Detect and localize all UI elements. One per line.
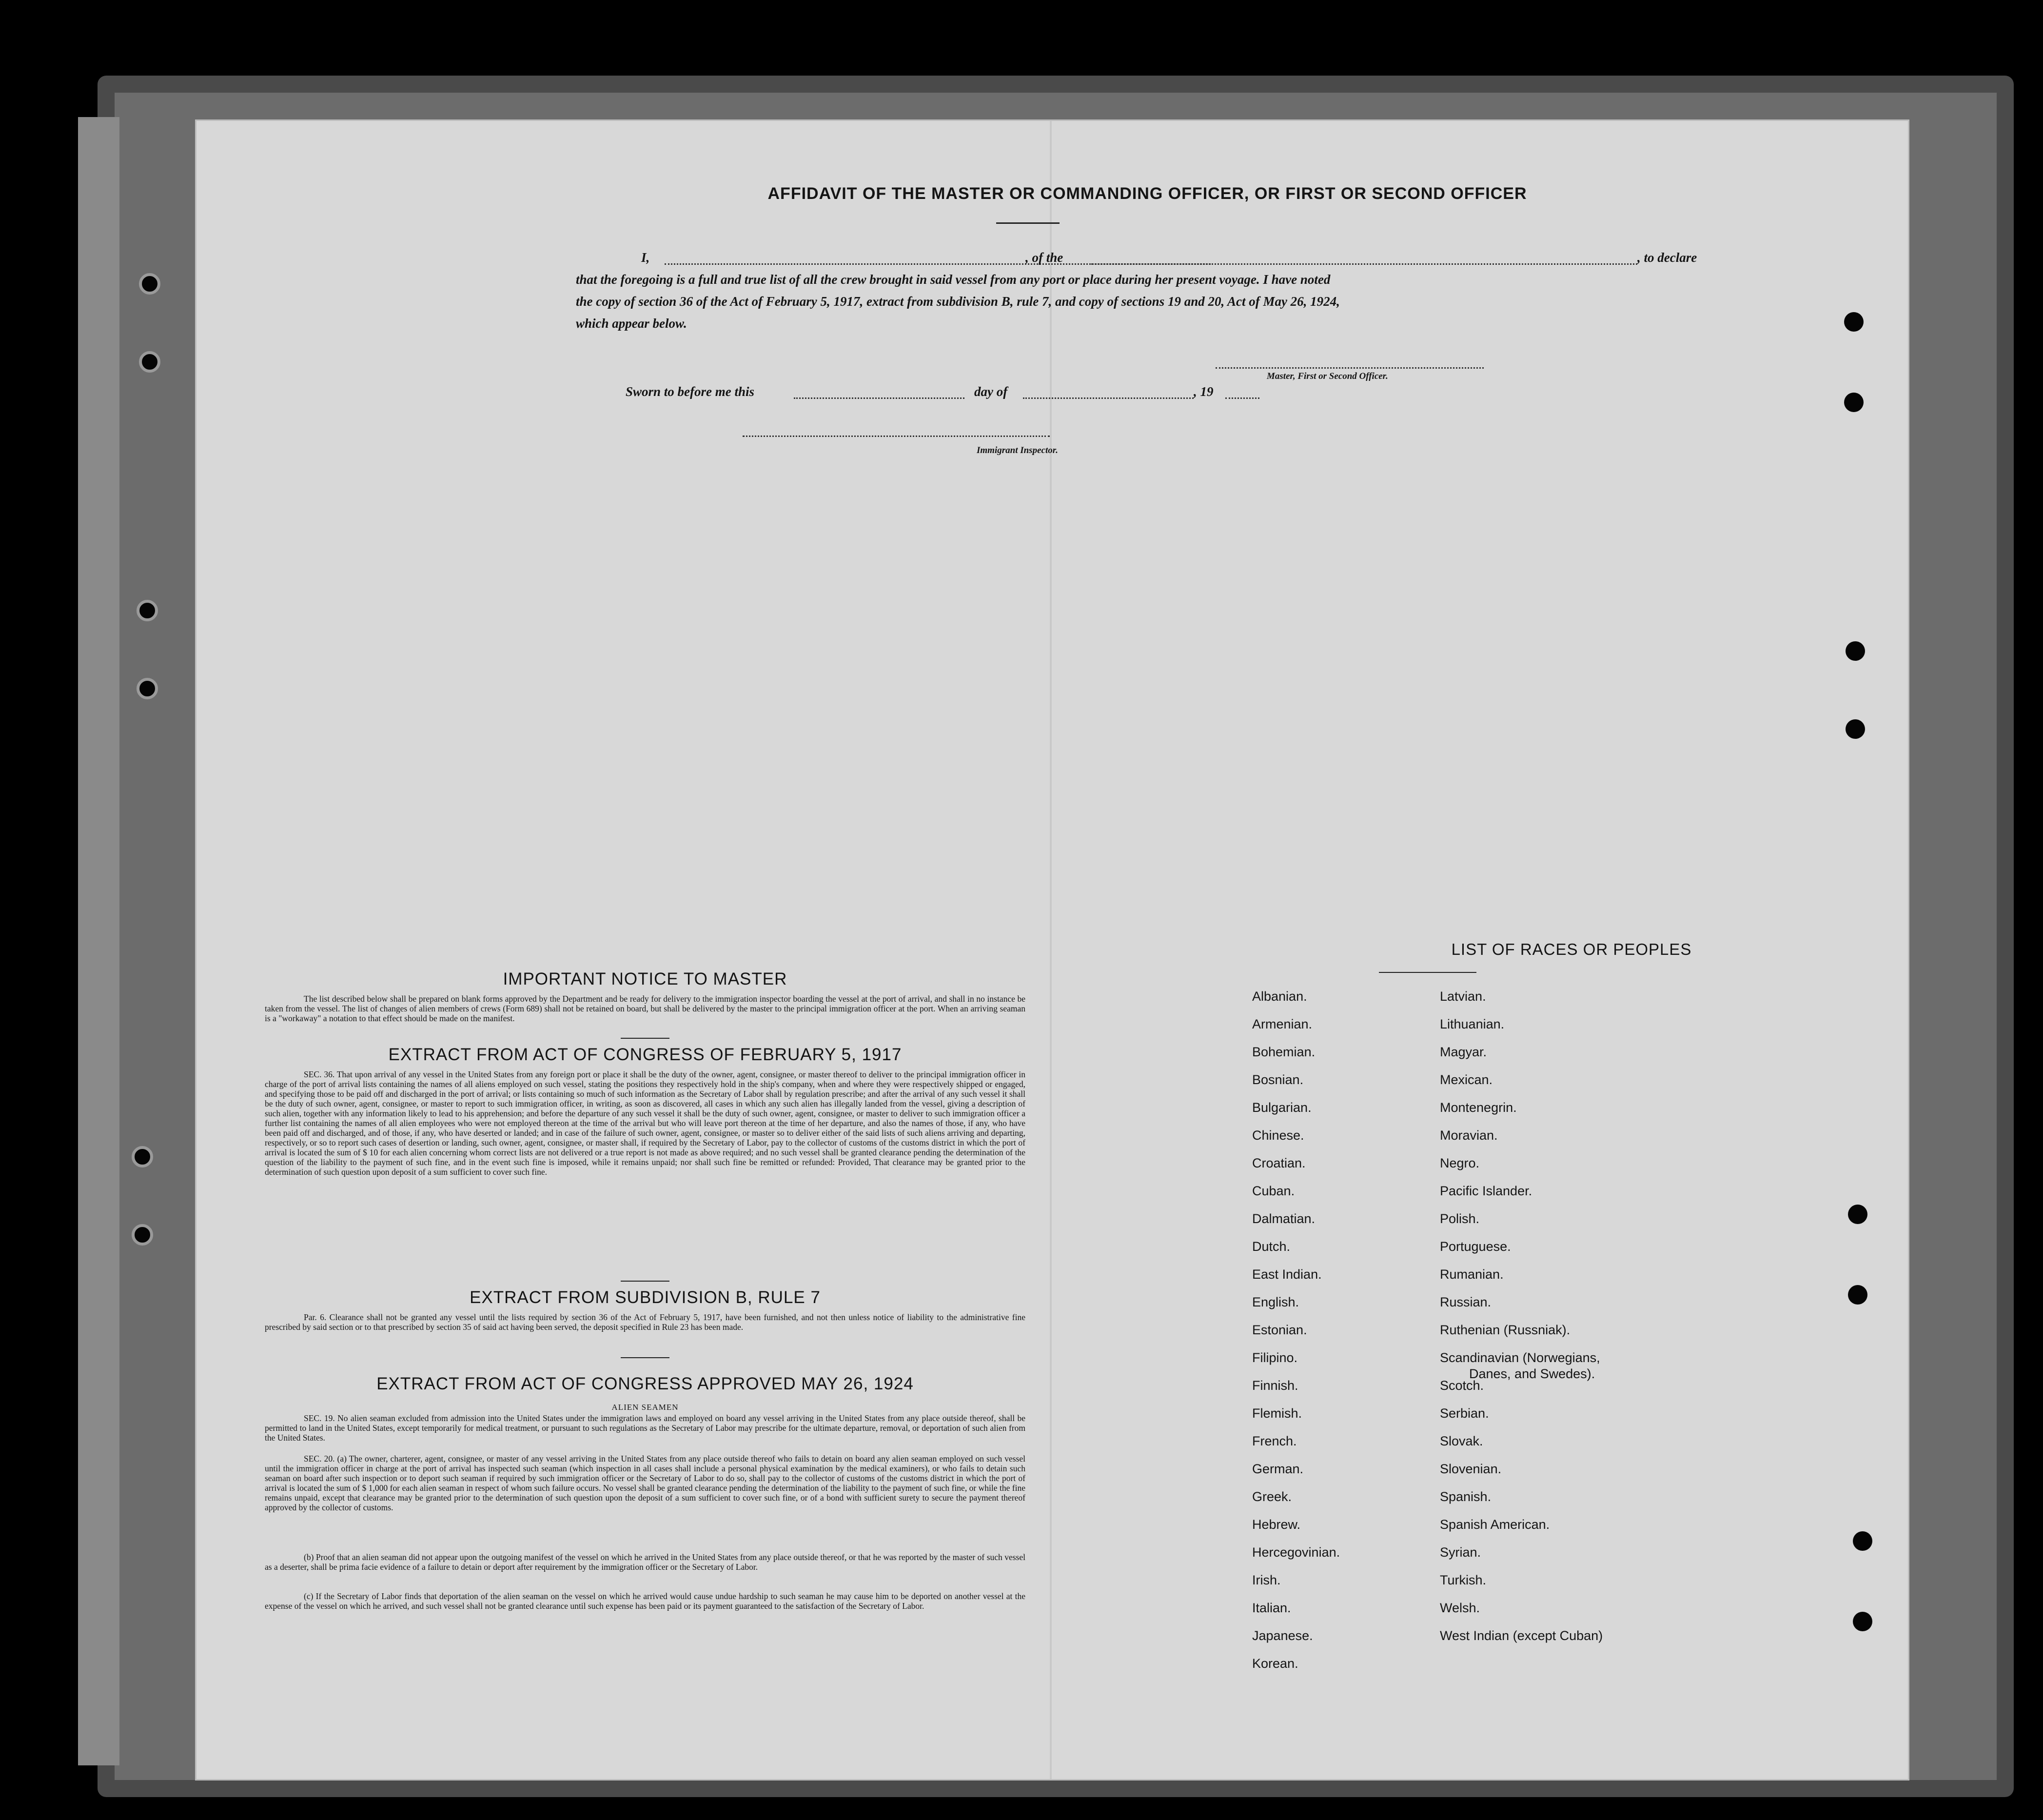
notice-title: IMPORTANT NOTICE TO MASTER <box>503 969 787 989</box>
race-item: Mexican. <box>1440 1072 1493 1087</box>
year-label: , 19 <box>1194 384 1214 399</box>
race-item: English. <box>1252 1295 1299 1309</box>
race-item: Hebrew. <box>1252 1517 1301 1532</box>
sec-20c-text: (c) If the Secretary of Labor finds that deportation of the alien seaman on the vessel on which he arrived would cause undue hardship to such seaman he may cause him to be deported on another vessel at the expense of the vessel on which he arrived, and such vessel shall not be granted clearance until such expense has been paid or its payment guaranteed to the satisfaction of the Secretary of Labor. <box>265 1591 1025 1611</box>
section-rule <box>621 1281 669 1282</box>
extract-1924-subtitle: ALIEN SEAMEN <box>611 1403 679 1412</box>
race-item: Rumanian. <box>1440 1267 1504 1282</box>
race-item: Serbian. <box>1440 1406 1489 1421</box>
race-item: Welsh. <box>1440 1601 1480 1615</box>
page-fold <box>1050 121 1052 1779</box>
race-item: Scotch. <box>1440 1378 1484 1393</box>
day-of-label: day of <box>974 384 1008 399</box>
extract-1924-title: EXTRACT FROM ACT OF CONGRESS APPROVED MAY 26, 1924 <box>376 1374 914 1393</box>
race-item: Ruthenian (Russniak). <box>1440 1323 1571 1337</box>
race-item: Bosnian. <box>1252 1072 1304 1087</box>
sec-20a-text: SEC. 20. (a) The owner, charterer, agent, consignee, or master of any vessel arriving in the United States from any place outside thereof who fails to detain on board any alien seaman employed on such vessel until the immigration officer in charge at the port of arrival has inspected such seaman (which inspection in all cases shall include a personal physical examination by the medical examiners), or who fails to detain such seaman on board after such inspection or to deport such seaman if required by such immigration officer or the Secretary of Labor to do so, shall pay to the collector of customs of the customs district in which the port of arrival is located the sum of $ 1,000 for each alien seaman in respect of whom such failure occurs. No vessel shall be granted clearance pending the determination of the liability to the payment of such fine, or while the fine remains unpaid, except that clearance may be granted prior to the determination of such question upon the deposit of a sum sufficient to cover such fine, or of a bond with sufficient surety to secure the payment thereof approved by the collector of customs. <box>265 1454 1025 1512</box>
race-item: Slovak. <box>1440 1434 1483 1448</box>
master-signature-line <box>1216 367 1484 369</box>
year-blank <box>1225 397 1259 399</box>
race-item: Flemish. <box>1252 1406 1302 1421</box>
sec-20b-text: (b) Proof that an alien seaman did not appear upon the outgoing manifest of the vessel on which he arrived in the United States from any place outside thereof, or that he was reported by the master of such vessel as a deserter, shall be prima facie evidence of a failure to detain or deport after requirement by the immigration officer or the Secretary of Labor. <box>265 1552 1025 1572</box>
race-item: Irish. <box>1252 1573 1281 1587</box>
race-item: Danes, and Swedes). <box>1469 1366 1595 1381</box>
declare-suffix: , to declare <box>1637 250 1697 265</box>
race-item: Spanish American. <box>1440 1517 1550 1532</box>
race-item: Portuguese. <box>1440 1239 1511 1254</box>
binder-hole <box>132 1146 153 1167</box>
binder-hole <box>1846 719 1865 739</box>
race-item: Turkish. <box>1440 1573 1487 1587</box>
race-item: Cuban. <box>1252 1184 1295 1198</box>
binder-hole <box>1844 393 1864 412</box>
master-label: Master, First or Second Officer. <box>1267 371 1388 381</box>
race-item: Dalmatian. <box>1252 1211 1316 1226</box>
race-item: Latvian. <box>1440 989 1486 1004</box>
binder-hole <box>132 1224 153 1246</box>
race-item: Moravian. <box>1440 1128 1498 1143</box>
sworn-label: Sworn to before me this <box>626 384 755 399</box>
race-item: Magyar. <box>1440 1045 1487 1059</box>
race-item: French. <box>1252 1434 1297 1448</box>
binder-hole <box>139 273 160 295</box>
race-item: West Indian (except Cuban) <box>1440 1628 1603 1643</box>
binder-hole <box>1846 641 1865 661</box>
race-item: Spanish. <box>1440 1489 1492 1504</box>
affidavit-line-2: the copy of section 36 of the Act of February 5, 1917, extract from subdivision B, rule 7, and copy of sections 19 and 20, Act of May 26, 1924, <box>576 294 1340 309</box>
inspector-signature-line <box>743 435 1050 437</box>
extract-1917-text: SEC. 36. That upon arrival of any vessel in the United States from any foreign port or place it shall be the duty of the owner, agent, consignee, or master thereof to deliver to the principal immigration officer in charge of the port of arrival lists containing the names of all aliens employed on such vessel, stating the positions they respectively hold in the ship's company, when and where they were respectively shipped or engaged, and specifying those to be paid off and discharged in the port of arrival; or lists containing so much of such information as the Secretary of Labor shall by regulation prescribe; and after the arrival of any such vessel it shall be the duty of such owner, agent, consignee, or master to report to such immigration officer, in writing, as soon as discovered, all cases in which any such alien has illegally landed from the vessel, giving a description of such alien, together with any information likely to lead to his apprehension; and before the departure of any such vessel it shall be the duty of such owner, agent, consignee, or master to deliver to such immigration officer a further list containing the names of all alien employees who were not employed thereon at the time of the arrival but who will leave port thereon at the time of her departure, and also the names of those, if any, who have been paid off and discharged, and of those, if any, who have deserted or landed; and in case of the failure of such owner, agent, consignee, or master so to deliver either of the said lists of such aliens arriving and departing, respectively, or so to report such cases of desertion or landing, such owner, agent, consignee, or master shall, if required by the Secretary of Labor, pay to the collector of customs of the customs district in which the port of arrival is located the sum of $ 10 for each alien concerning whom correct lists are not delivered or a true report is not made as above required; and no such vessel shall be granted clearance pending the determination of the question of the liability to the payment of such fine, and in the event such fine is imposed, while it remains unpaid; nor shall such fine be remitted or refunded: Provided, That clearance may be granted prior to the determination of such question upon deposit of a sum sufficient to cover such fine. <box>265 1069 1025 1177</box>
binder-hole <box>137 678 158 699</box>
inspector-label: Immigrant Inspector. <box>977 445 1058 455</box>
race-item: Negro. <box>1440 1156 1480 1170</box>
race-item: Polish. <box>1440 1211 1480 1226</box>
affidavit-title: AFFIDAVIT OF THE MASTER OR COMMANDING OFFICER, OR FIRST OR SECOND OFFICER <box>767 184 1527 203</box>
race-item: Hercegovinian. <box>1252 1545 1340 1560</box>
race-item: Russian. <box>1440 1295 1492 1309</box>
races-title: LIST OF RACES OR PEOPLES <box>1451 940 1692 958</box>
section-rule <box>621 1357 669 1358</box>
binder-hole <box>1853 1531 1872 1551</box>
race-item: Japanese. <box>1252 1628 1313 1643</box>
races-rule <box>1379 972 1476 973</box>
race-item: Estonian. <box>1252 1323 1307 1337</box>
declare-prefix: I, <box>641 250 650 265</box>
notice-text: The list described below shall be prepared on blank forms approved by the Department and be ready for delivery to the immigration inspector boarding the vessel at the port of arrival, and shall in no instance be taken from the vessel. The list of changes of alien members of crews (Form 689) shall not be retained on board, but shall be delivered by the master to the principal immigration officer at the port. When an arriving seaman is a "workaway" a notation to that effect should be made on the manifest. <box>265 994 1025 1023</box>
race-item: Chinese. <box>1252 1128 1304 1143</box>
title-rule <box>996 222 1060 224</box>
race-item: Dutch. <box>1252 1239 1291 1254</box>
binder-hole <box>137 600 158 621</box>
race-item: Pacific Islander. <box>1440 1184 1532 1198</box>
extract-rule7-text: Par. 6. Clearance shall not be granted any vessel until the lists required by section 36 of the Act of February 5, 1917, have been furnished, and not then unless notice of liability to the administrative fine prescribed by said section or to that prescribed by section 35 of said act having been served, the deposit specified in Rule 23 has been made. <box>265 1312 1025 1332</box>
race-item: Armenian. <box>1252 1017 1313 1031</box>
race-item: Scandinavian (Norwegians, <box>1440 1350 1600 1365</box>
extract-rule7-title: EXTRACT FROM SUBDIVISION B, RULE 7 <box>470 1288 821 1307</box>
race-item: Slovenian. <box>1440 1462 1502 1476</box>
binder-hole <box>1848 1205 1867 1224</box>
race-item: Finnish. <box>1252 1378 1298 1393</box>
race-item: Croatian. <box>1252 1156 1306 1170</box>
race-item: East Indian. <box>1252 1267 1322 1282</box>
race-item: Greek. <box>1252 1489 1292 1504</box>
sec-19-text: SEC. 19. No alien seaman excluded from admission into the United States under the immigration laws and employed on board any vessel arriving in the United States from any place outside thereof, shall be permitted to land in the United States, except temporarily for medical treatment, or pursuant to such regulations as the Secretary of Labor may prescribe for the ultimate departure, removal, or deportation of such alien from the United States. <box>265 1413 1025 1443</box>
binder-hole <box>1853 1612 1872 1631</box>
race-item: Bohemian. <box>1252 1045 1316 1059</box>
binder-hole <box>1844 312 1864 332</box>
race-item: German. <box>1252 1462 1304 1476</box>
race-item: Albanian. <box>1252 989 1307 1004</box>
race-item: Italian. <box>1252 1601 1291 1615</box>
binder-hole <box>139 351 160 373</box>
race-item: Lithuanian. <box>1440 1017 1505 1031</box>
section-rule <box>621 1038 669 1039</box>
extract-1917-title: EXTRACT FROM ACT OF CONGRESS OF FEBRUARY 5, 1917 <box>388 1045 902 1064</box>
binder-hole <box>1848 1285 1867 1305</box>
declare-of: , of the <box>1025 250 1063 265</box>
document-page <box>195 119 1909 1780</box>
affidavit-line-1: that the foregoing is a full and true list of all the crew brought in said vessel from any port or place during her present voyage. I have noted <box>576 272 1331 287</box>
race-item: Syrian. <box>1440 1545 1481 1560</box>
vessel-blank <box>1091 263 1637 265</box>
race-item: Korean. <box>1252 1656 1298 1671</box>
race-item: Bulgarian. <box>1252 1100 1312 1115</box>
race-item: Filipino. <box>1252 1350 1298 1365</box>
sworn-day-blank <box>794 397 964 399</box>
race-item: Montenegrin. <box>1440 1100 1517 1115</box>
binder-edge <box>78 117 119 1765</box>
affidavit-line-3: which appear below. <box>576 316 687 331</box>
sworn-month-blank <box>1023 397 1194 399</box>
